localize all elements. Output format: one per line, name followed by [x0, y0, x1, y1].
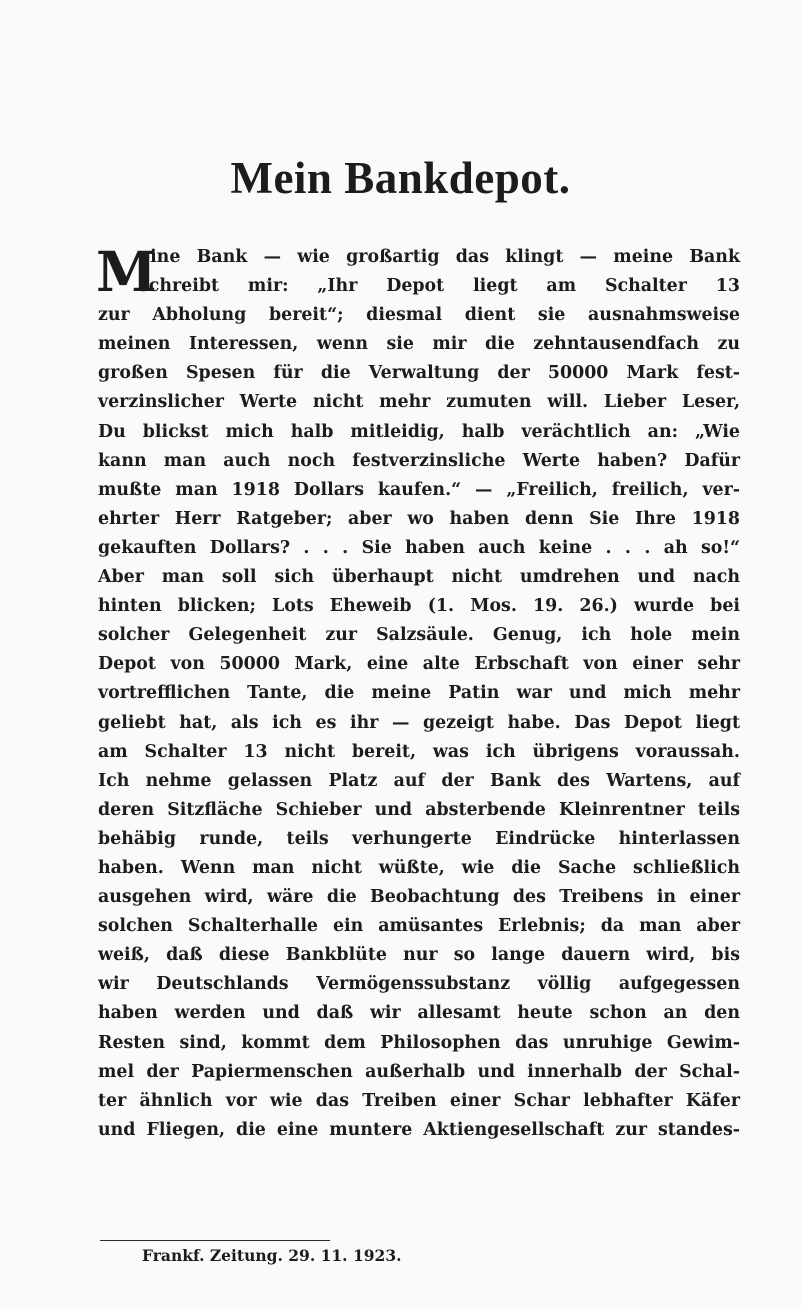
text-line-6: verzinslicher Werte nicht mehr zumuten will. Lieber Leser, — [98, 392, 740, 413]
text-line-29: mel der Papiermenschen außerhalb und innerhalb der Schal- — [98, 1061, 740, 1082]
text-line-25: weiß, daß diese Bankblüte nur so lange dauern wird, bis — [98, 945, 740, 966]
text-line-3: zur Abholung bereit“; diesmal dient sie ausnahmsweise — [98, 305, 740, 326]
text-line-23: ausgehen wird, wäre die Beobachtung des Treibens in einer — [98, 887, 740, 908]
text-line-19: Ich nehme gelassen Platz auf der Bank des Wartens, auf — [98, 770, 740, 791]
text-line-17: geliebt hat, als ich es ihr — gezeigt habe. Das Depot liegt — [98, 712, 740, 733]
footnote-divider — [100, 1240, 330, 1241]
text-line-18: am Schalter 13 nicht bereit, was ich übrigens voraussah. — [98, 741, 740, 762]
text-line-20: deren Sitzfläche Schieber und absterbende Kleinrentner teils — [98, 799, 740, 820]
text-line-5: großen Spesen für die Verwaltung der 50000 Mark fest- — [98, 363, 740, 384]
text-line-15: Depot von 50000 Mark, eine alte Erbschaft von einer sehr — [98, 654, 740, 675]
text-line-9: mußte man 1918 Dollars kaufen.“ — „Freilich, freilich, ver- — [98, 479, 740, 500]
text-line-26: wir Deutschlands Vermögenssubstanz völlig aufgegessen — [98, 974, 740, 995]
text-line-2: schreibt mir: „Ihr Depot liegt am Schalter 13 — [139, 276, 740, 297]
text-line-27: haben werden und daß wir allesamt heute schon an den — [98, 1003, 740, 1024]
text-line-1: eine Bank — wie großartig das klingt — meine Bank — [139, 247, 740, 267]
text-line-21: behäbig runde, teils verhungerte Eindrücke hinterlassen — [98, 828, 740, 849]
drop-cap: M — [96, 239, 157, 304]
text-line-13: hinten blicken; Lots Eheweib (1. Mos. 19. 26.) wurde bei — [98, 596, 740, 617]
text-line-24: solchen Schalterhalle ein amüsantes Erlebnis; da man aber — [98, 916, 740, 937]
text-line-16: vortrefflichen Tante, die meine Patin war und mich mehr — [98, 683, 740, 704]
article-body — [96, 239, 740, 1145]
text-line-7: Du blickst mich halb mitleidig, halb verächtlich an: „Wie — [98, 421, 740, 442]
footnote-source: Frankf. Zeitung. 29. 11. 1923. — [142, 1246, 402, 1265]
text-line-31: und Fliegen, die eine muntere Aktiengesellschaft zur standes- — [98, 1119, 740, 1140]
text-line-11: gekauften Dollars? . . . Sie haben auch keine . . . ah so!“ — [98, 537, 740, 558]
text-line-22: haben. Wenn man nicht wüßte, wie die Sache schließlich — [98, 857, 740, 878]
text-line-10: ehrter Herr Ratgeber; aber wo haben denn Sie Ihre 1918 — [98, 508, 740, 529]
text-line-12: Aber man soll sich überhaupt nicht umdrehen und nach — [98, 567, 740, 588]
text-line-28: Resten sind, kommt dem Philosophen das unruhige Gewim- — [98, 1032, 740, 1053]
text-line-8: kann man auch noch festverzinsliche Werte haben? Dafür — [98, 450, 740, 471]
text-line-30: ter ähnlich vor wie das Treiben einer Schar lebhafter Käfer — [98, 1090, 740, 1111]
text-line-4: meinen Interessen, wenn sie mir die zehntausendfach zu — [98, 334, 740, 355]
page-title: Mein Bankdepot. — [230, 153, 571, 203]
text-line-14: solcher Gelegenheit zur Salzsäule. Genug, ich hole mein — [98, 625, 740, 646]
